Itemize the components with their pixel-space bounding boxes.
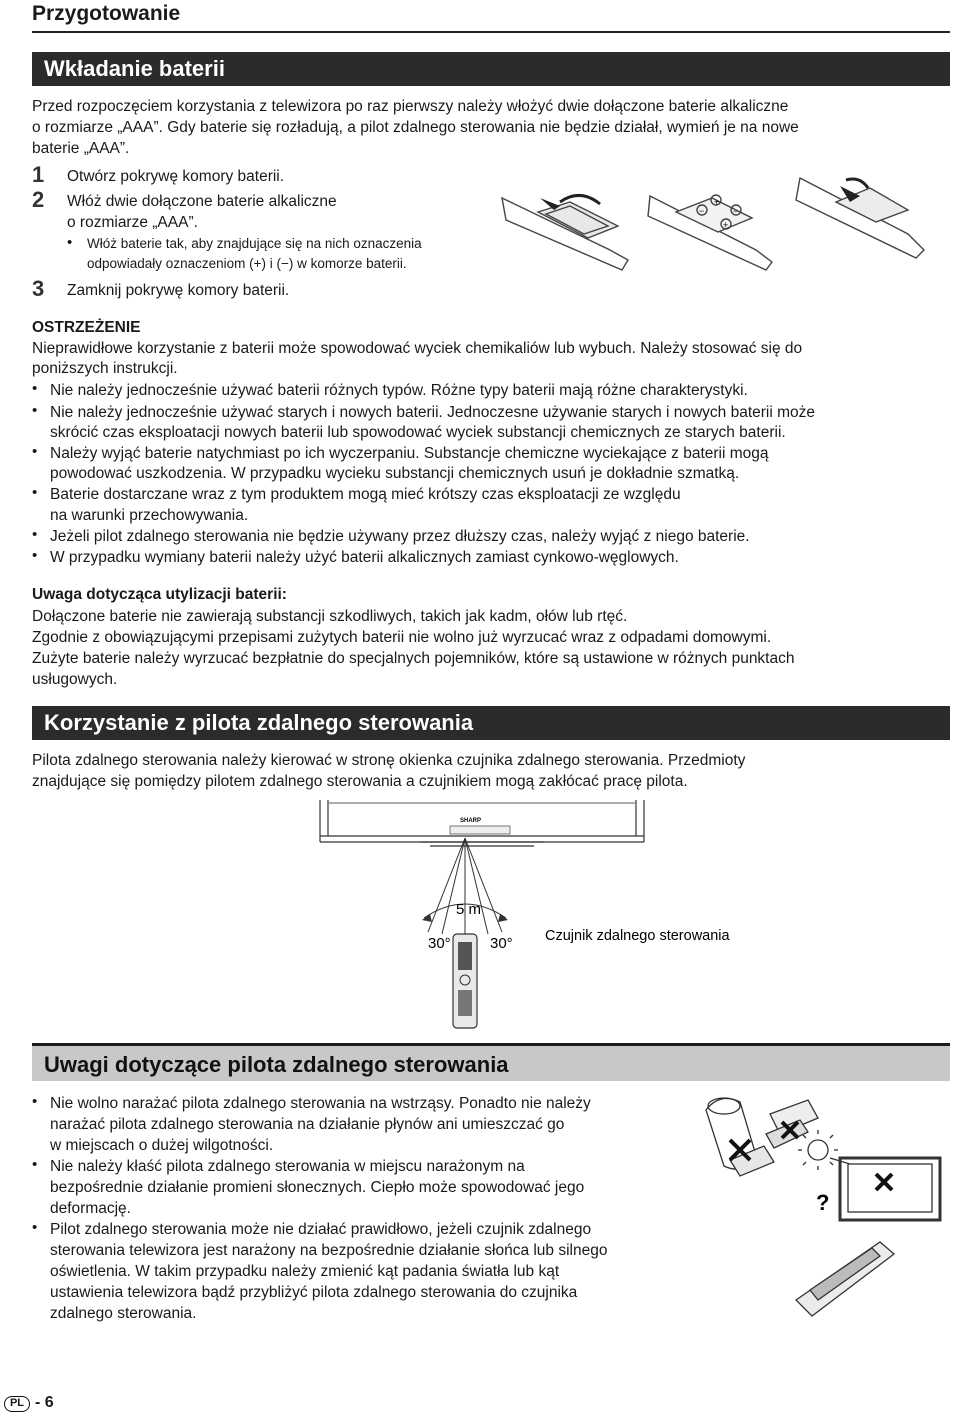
note-item: bezpośrednie działanie promieni słonecznych. Ciepło może spowodować jego [50, 1179, 585, 1196]
warning-item: W przypadku wymiany baterii należy użyć baterii alkalicznych zamiast cynkowo-węglowych. [50, 549, 679, 566]
bullet-dot: • [32, 1219, 38, 1236]
section-heading-text: Wkładanie baterii [44, 56, 225, 81]
bullet-dot: • [32, 484, 38, 501]
svg-text:−: − [699, 206, 705, 216]
note-item: deformację. [50, 1200, 131, 1217]
section-heading-remote-use [32, 706, 950, 740]
note-item: ustawienia telewizora bądź przybliżyć pilota zdalnego sterowania do czujnika [50, 1284, 578, 1301]
step-text: Włóż dwie dołączone baterie alkaliczne [67, 193, 337, 210]
title-rule [32, 31, 950, 33]
section-heading-remote-notes [32, 1043, 950, 1081]
intro-line: baterie „AAA”. [32, 140, 130, 157]
warning-item: Jeżeli pilot zdalnego sterowania nie będzie używany przez dłuższy czas, należy wyjąć z niego baterie. [50, 528, 750, 545]
remote-intro: znajdujące się pomiędzy pilotem zdalnego sterowania a czujnikiem mogą zakłócać pracę pilota. [32, 773, 688, 790]
intro-line: Przed rozpoczęciem korzystania z telewizora po raz pierwszy należy włożyć dwie dołączone baterie alkaliczne [32, 98, 789, 115]
svg-text:+: + [723, 220, 729, 230]
disposal-line: Zgodnie z obowiązującymi przepisami zużytych baterii nie wolno już wyrzucać wraz z odpadami domowymi. [32, 629, 772, 646]
remote-care-illustration [700, 1090, 950, 1322]
page-title: Przygotowanie [32, 2, 181, 25]
warning-title: OSTRZEŻENIE [32, 319, 141, 336]
note-item: zdalnego sterowania. [50, 1305, 197, 1322]
battery-insertion-illustration [500, 176, 960, 276]
step-number: 1 [32, 162, 45, 187]
warning-item: Baterie dostarczane wraz z tym produktem mogą mieć krótszy czas eksploatacji ze względu [50, 486, 681, 503]
note-item: Nie wolno narażać pilota zdalnego sterowania na wstrząsy. Ponadto nie należy [50, 1095, 591, 1112]
note-item: Nie należy kłaść pilota zdalnego sterowania w miejscu narażonym na [50, 1158, 525, 1175]
bullet-dot: • [32, 402, 38, 419]
warning-item: Należy wyjąć baterie natychmiast po ich wyczerpaniu. Substancje chemiczne wyciekające z baterii mogą [50, 445, 769, 462]
angle-left-label: 30° [428, 935, 451, 952]
disposal-line: Zużyte baterie należy wyrzucać bezpłatnie do specjalnych pojemników, które są ustawione w różnych punktach [32, 650, 795, 667]
bullet-dot: • [32, 1156, 38, 1173]
remote-intro: Pilota zdalnego sterowania należy kierować w stronę okienka czujnika zdalnego sterowania. Przedmioty [32, 752, 746, 769]
disposal-line: Dołączone baterie nie zawierają substancji szkodliwych, takich jak kadm, ołów lub rtęć. [32, 608, 628, 625]
warning-item: powodować uszkodzenia. W przypadku wycieku substancji chemicznych usuń je dokładnie szmatką. [50, 465, 740, 482]
step-number: 3 [32, 276, 45, 301]
intro-line: o rozmiarze „AAA”. Gdy baterie się rozładują, a pilot zdalnego sterowania nie będzie działał, wymień je na nowe [32, 119, 799, 136]
warning-item: na warunki przechowywania. [50, 507, 249, 524]
distance-label: 5 m [456, 901, 482, 918]
step-note: Włóż baterie tak, aby znajdujące się na nich oznaczenia [87, 236, 422, 251]
note-item: sterowania telewizora jest narażony na bezpośrednie działanie słońca lub silnego [50, 1242, 608, 1259]
warning-item: Nie należy jednocześnie używać baterii różnych typów. Różne typy baterii mają różne charakterystyki. [50, 382, 748, 399]
warning-item: Nie należy jednocześnie używać starych i nowych baterii. Jednoczesne używanie starych i nowych baterii może [50, 404, 816, 421]
step-note: odpowiadały oznaczeniom (+) i (−) w komorze baterii. [87, 256, 407, 271]
disposal-line: usługowych. [32, 671, 118, 688]
sensor-label: Czujnik zdalnego sterowania [545, 928, 730, 944]
bullet-dot: • [32, 547, 38, 564]
note-item: Pilot zdalnego sterowania może nie działać prawidłowo, jeżeli czujnik zdalnego [50, 1221, 592, 1238]
section-heading-text: Korzystanie z pilota zdalnego sterowania [44, 710, 474, 735]
warning-intro: Nieprawidłowe korzystanie z baterii może spowodować wyciek chemikaliów lub wybuch. Należy stosować się do [32, 340, 803, 357]
warning-item: skrócić czas eksploatacji nowych baterii lub spowodować wyciek substancji chemicznych ze starych baterii. [50, 424, 786, 441]
brand-text: SHARP [460, 818, 482, 824]
section-heading-text: Uwagi dotyczące pilota zdalnego sterowania [44, 1052, 509, 1077]
bullet-dot: • [32, 526, 38, 543]
bullet-dot: • [32, 1093, 38, 1110]
note-item: oświetlenia. W takim przypadku należy zmienić kąt padania światła lub kąt [50, 1263, 560, 1280]
angle-right-label: 30° [490, 935, 513, 952]
bullet-dot: • [32, 443, 38, 460]
svg-text:?: ? [816, 1190, 830, 1215]
section-heading-batteries [32, 52, 950, 86]
language-badge: PL [4, 1396, 30, 1412]
warning-intro: poniższych instrukcji. [32, 360, 178, 377]
remote-range-diagram [300, 800, 760, 1032]
svg-text:−: − [733, 206, 739, 216]
bullet-dot: • [67, 234, 73, 251]
step-text: Zamknij pokrywę komory baterii. [67, 282, 290, 299]
step-number: 2 [32, 187, 45, 212]
step-text: o rozmiarze „AAA”. [67, 214, 198, 231]
note-item: narażać pilota zdalnego sterowania na działanie płynów ani umieszczać go [50, 1116, 565, 1133]
note-item: w miejscach o dużej wilgotności. [50, 1137, 274, 1154]
step-text: Otwórz pokrywę komory baterii. [67, 168, 285, 185]
svg-text:+: + [714, 197, 720, 207]
remote-control-icon [453, 934, 477, 1028]
page-number: - 6 [35, 1394, 54, 1411]
bullet-dot: • [32, 380, 38, 397]
disposal-title: Uwaga dotycząca utylizacji baterii: [32, 586, 287, 603]
